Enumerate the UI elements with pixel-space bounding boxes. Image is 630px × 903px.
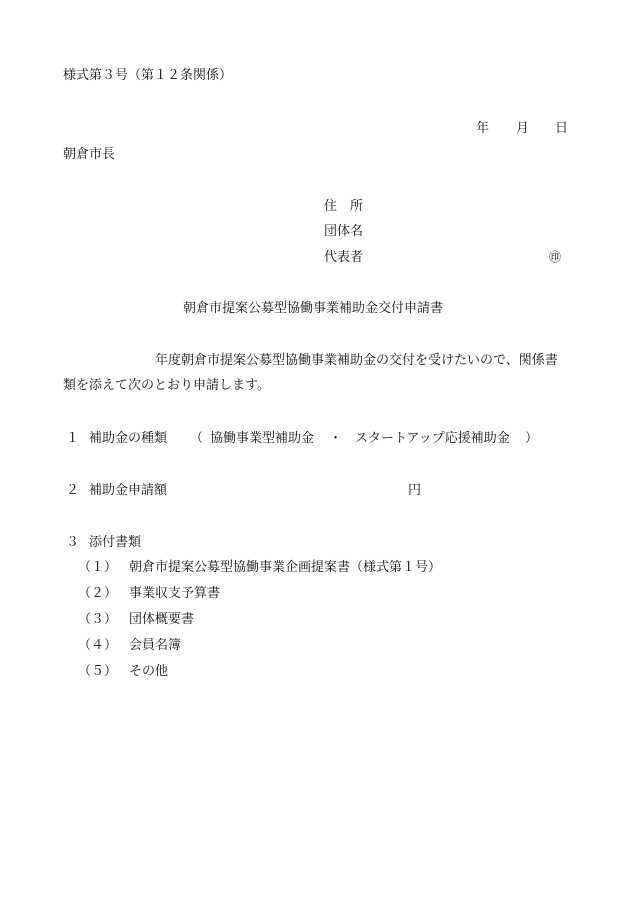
item2-number: ２ — [66, 483, 80, 498]
item1-open-paren: （ — [190, 431, 204, 446]
attachment-item: 朝倉市提案公募型協働事業企画提案書（様式第１号） — [129, 560, 442, 575]
document-title: 朝倉市提案公募型協働事業補助金交付申請書 — [183, 301, 444, 316]
item3-label: 添付書類 — [89, 535, 142, 550]
address-label: 住 所 — [324, 199, 364, 214]
item2-label: 補助金申請額 — [89, 483, 168, 498]
body-line-2: 類を添えて次のとおり申請します。 — [63, 378, 270, 393]
group-name-label: 団体名 — [324, 224, 364, 239]
item1-close-paren: ） — [525, 431, 539, 446]
attachment-number: （２） — [78, 586, 118, 601]
item3-number: ３ — [66, 535, 80, 550]
attachment-item: 団体概要書 — [129, 612, 195, 627]
date-day: 日 — [555, 121, 569, 136]
date-month: 月 — [516, 121, 530, 136]
form-number: 様式第３号（第１２条関係） — [63, 68, 233, 83]
date-year: 年 — [476, 121, 490, 136]
attachment-number: （３） — [78, 612, 118, 627]
item1-separator: ・ — [329, 431, 343, 446]
body-line-1: 年度朝倉市提案公募型協働事業補助金の交付を受けたいので、関係書 — [155, 353, 558, 368]
item2-unit: 円 — [408, 483, 422, 498]
attachment-item: 事業収支予算書 — [129, 586, 221, 601]
addressee: 朝倉市長 — [63, 147, 116, 162]
item1-option-collaborative: 協働事業型補助金 — [210, 431, 315, 446]
seal-mark: ㊞ — [549, 250, 562, 264]
representative-label: 代表者 — [324, 250, 364, 265]
attachment-item: その他 — [129, 664, 169, 679]
item1-label: 補助金の種類 — [89, 431, 168, 446]
attachment-item: 会員名簿 — [129, 638, 182, 653]
attachment-number: （４） — [78, 638, 118, 653]
item1-option-startup: スタートアップ応援補助金 — [355, 431, 510, 446]
attachment-number: （１） — [78, 560, 118, 575]
attachment-number: （５） — [78, 664, 118, 679]
item1-number: １ — [66, 431, 80, 446]
